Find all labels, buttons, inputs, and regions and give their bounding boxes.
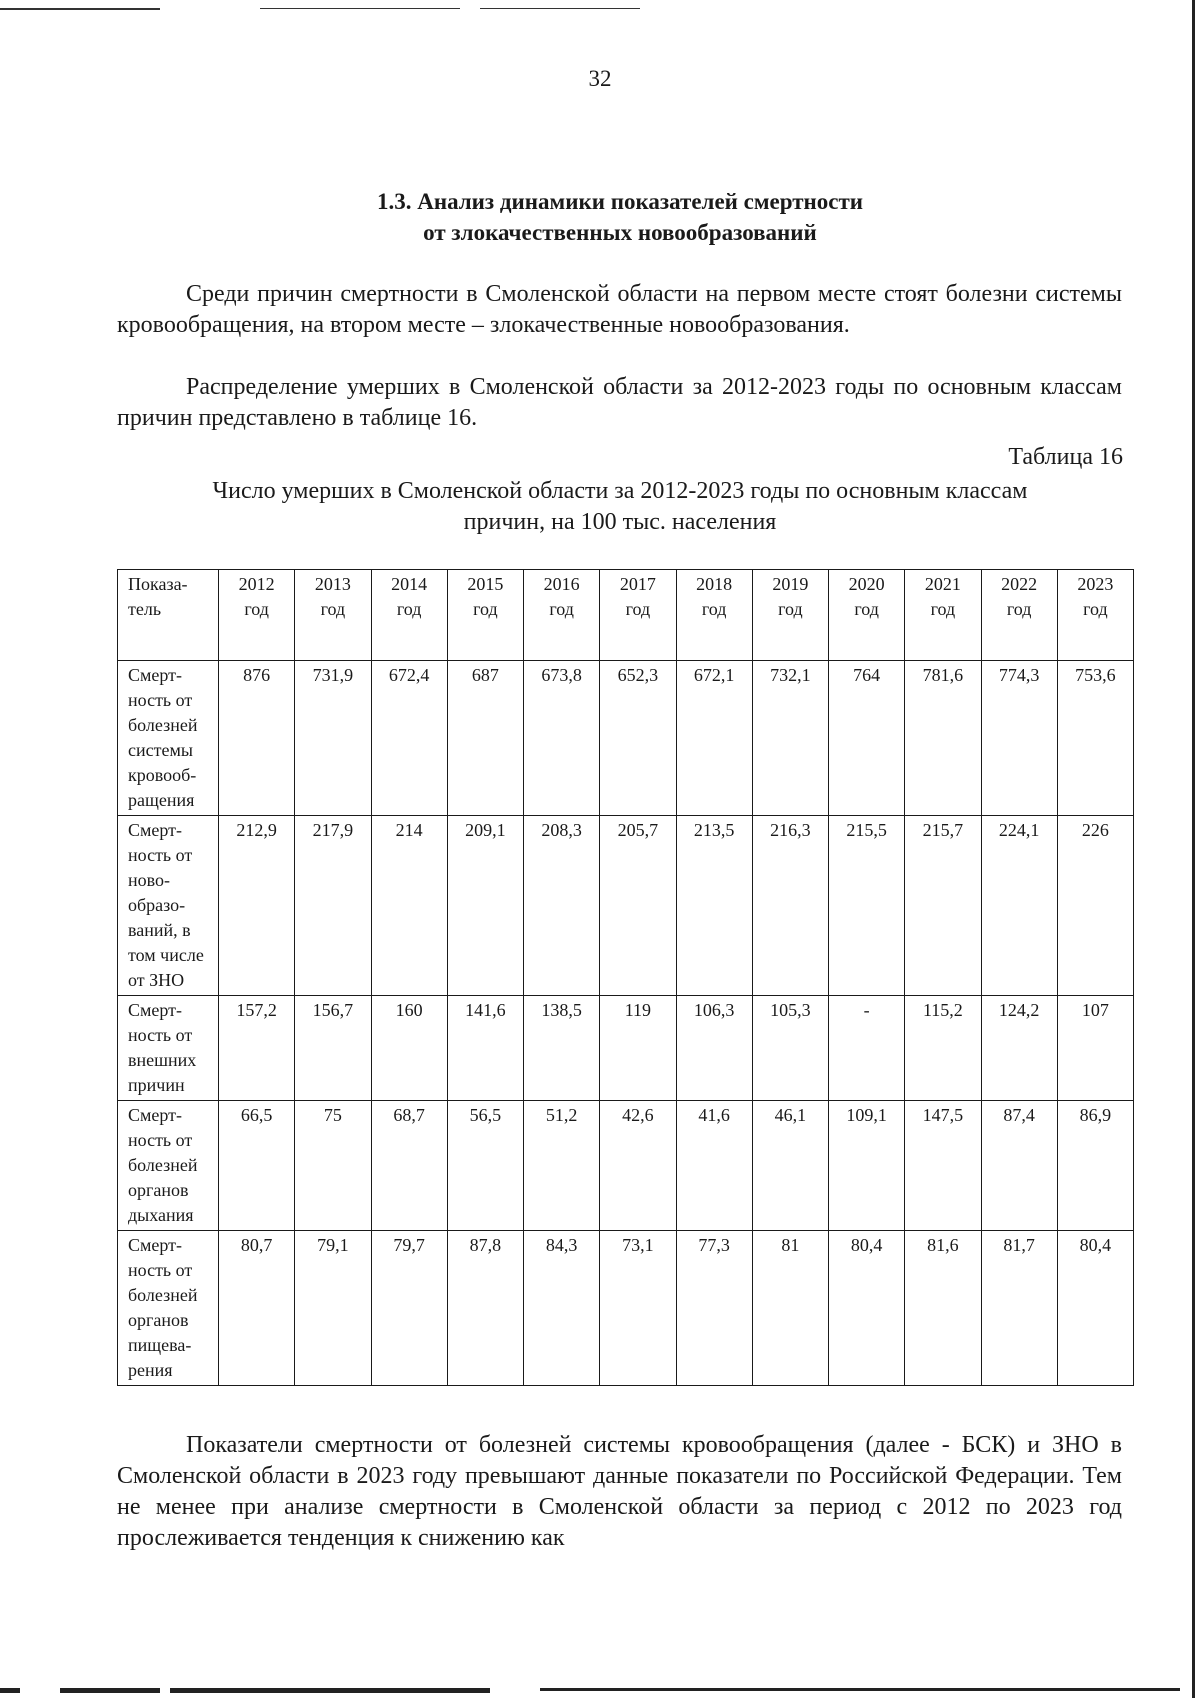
table-cell: 77,3 xyxy=(676,1231,752,1386)
table-cell: 156,7 xyxy=(295,996,371,1101)
table-label: Таблица 16 xyxy=(1008,444,1123,470)
table-cell: 73,1 xyxy=(600,1231,676,1386)
year-header-year: 2023 xyxy=(1077,574,1114,594)
table-cell: 124,2 xyxy=(981,996,1057,1101)
table-cell: 687 xyxy=(447,661,523,816)
year-header-year: 2017 xyxy=(619,574,656,594)
mortality-table xyxy=(117,569,1134,1386)
year-header-unit: год xyxy=(1006,599,1032,619)
table-cell: - xyxy=(829,996,905,1101)
year-header-year: 2016 xyxy=(543,574,580,594)
table-cell: 41,6 xyxy=(676,1101,752,1231)
row-label: Смерт-ность от болезней органов дыхания xyxy=(118,1101,219,1231)
table-cell: 215,7 xyxy=(905,816,981,996)
table-cell: 781,6 xyxy=(905,661,981,816)
year-header-unit: год xyxy=(1083,599,1108,619)
year-header-unit: год xyxy=(625,599,651,619)
scan-edge-right xyxy=(1192,0,1195,1698)
year-header xyxy=(1057,570,1133,661)
table-cell: 80,4 xyxy=(829,1231,905,1386)
table-cell: 753,6 xyxy=(1057,661,1133,816)
table-cell: 68,7 xyxy=(371,1101,447,1231)
table-cell: 79,1 xyxy=(295,1231,371,1386)
year-header-unit: год xyxy=(549,599,574,619)
table-cell: 42,6 xyxy=(600,1101,676,1231)
table-cell: 672,1 xyxy=(676,661,752,816)
table-cell: 731,9 xyxy=(295,661,371,816)
year-header xyxy=(752,570,828,661)
year-header xyxy=(600,570,676,661)
table-row xyxy=(118,996,1134,1101)
section-heading-line1: 1.3. Анализ динамики показателей смертности xyxy=(376,189,864,214)
year-header-year: 2022 xyxy=(1001,574,1038,594)
year-header xyxy=(829,570,905,661)
year-header-year: 2012 xyxy=(238,574,275,594)
table-caption xyxy=(130,476,1110,538)
table-cell: 147,5 xyxy=(905,1101,981,1231)
table-cell: 80,7 xyxy=(219,1231,295,1386)
table-row xyxy=(118,1101,1134,1231)
table-cell: 106,3 xyxy=(676,996,752,1101)
table-caption-line1: Число умерших в Смоленской области за 2012-2023 годы по основным классам xyxy=(212,478,1028,504)
table-cell: 876 xyxy=(219,661,295,816)
table-cell: 205,7 xyxy=(600,816,676,996)
scan-edge-top xyxy=(260,8,460,9)
scan-edge-top xyxy=(0,8,160,10)
table-cell: 56,5 xyxy=(447,1101,523,1231)
table-cell: 115,2 xyxy=(905,996,981,1101)
table-cell: 216,3 xyxy=(752,816,828,996)
table-cell: 774,3 xyxy=(981,661,1057,816)
table-cell: 81,7 xyxy=(981,1231,1057,1386)
table-cell: 107 xyxy=(1057,996,1133,1101)
year-header-unit: год xyxy=(320,599,346,619)
year-header-year: 2020 xyxy=(848,574,885,594)
table-cell: 157,2 xyxy=(219,996,295,1101)
corner-header: Показа-тель xyxy=(118,570,219,661)
table-cell: 105,3 xyxy=(752,996,828,1101)
scan-edge-bottom xyxy=(0,1688,1200,1693)
table-cell: 764 xyxy=(829,661,905,816)
table-cell: 209,1 xyxy=(447,816,523,996)
table-caption-line2: причин, на 100 тыс. населения xyxy=(463,509,777,535)
table-cell: 226 xyxy=(1057,816,1133,996)
year-header-unit: год xyxy=(396,599,422,619)
table-cell: 213,5 xyxy=(676,816,752,996)
year-header-year: 2014 xyxy=(391,574,428,594)
table-cell: 208,3 xyxy=(524,816,600,996)
year-header xyxy=(905,570,981,661)
table-cell: 141,6 xyxy=(447,996,523,1101)
year-header-year: 2018 xyxy=(696,574,733,594)
year-header xyxy=(371,570,447,661)
table-cell: 652,3 xyxy=(600,661,676,816)
year-header xyxy=(447,570,523,661)
table-cell: 109,1 xyxy=(829,1101,905,1231)
year-header xyxy=(524,570,600,661)
year-header-year: 2015 xyxy=(467,574,504,594)
year-header-unit: год xyxy=(778,599,803,619)
table-cell: 732,1 xyxy=(752,661,828,816)
table-cell: 215,5 xyxy=(829,816,905,996)
table-row xyxy=(118,1231,1134,1386)
year-header xyxy=(676,570,752,661)
table-cell: 66,5 xyxy=(219,1101,295,1231)
table-body xyxy=(118,661,1134,1386)
table-cell: 84,3 xyxy=(524,1231,600,1386)
table-cell: 214 xyxy=(371,816,447,996)
table-row xyxy=(118,816,1134,996)
year-header-unit: год xyxy=(244,599,269,619)
table-cell: 673,8 xyxy=(524,661,600,816)
year-header-unit: год xyxy=(930,599,956,619)
year-header xyxy=(981,570,1057,661)
section-heading xyxy=(120,186,1120,248)
row-label: Смерт-ность от внешних причин xyxy=(118,996,219,1101)
table-cell: 51,2 xyxy=(524,1101,600,1231)
table-cell: 81 xyxy=(752,1231,828,1386)
table-cell: 217,9 xyxy=(295,816,371,996)
year-header-year: 2019 xyxy=(772,574,809,594)
row-label: Смерт-ность от ново-образо-ваний, в том числе от ЗНО xyxy=(118,816,219,996)
table-row xyxy=(118,661,1134,816)
table-cell: 119 xyxy=(600,996,676,1101)
table-header-row xyxy=(118,570,1134,661)
table-cell: 87,8 xyxy=(447,1231,523,1386)
table-cell: 79,7 xyxy=(371,1231,447,1386)
scan-edge-top xyxy=(480,8,640,9)
row-label: Смерт-ность от болезней системы кровооб-ращения xyxy=(118,661,219,816)
year-header-unit: год xyxy=(473,599,498,619)
table-cell: 46,1 xyxy=(752,1101,828,1231)
table-cell: 160 xyxy=(371,996,447,1101)
year-header-unit: год xyxy=(701,599,727,619)
paragraph-intro: Среди причин смертности в Смоленской области на первом месте стоят болезни системы кровообращения, на втором месте – злокачественные новообразования. xyxy=(117,281,1122,338)
page-number: 32 xyxy=(588,66,612,91)
table-cell: 75 xyxy=(295,1101,371,1231)
table-cell: 86,9 xyxy=(1057,1101,1133,1231)
table-cell: 81,6 xyxy=(905,1231,981,1386)
table-cell: 212,9 xyxy=(219,816,295,996)
table-cell: 87,4 xyxy=(981,1101,1057,1231)
table-cell: 672,4 xyxy=(371,661,447,816)
year-header xyxy=(295,570,371,661)
paragraph-distribution: Распределение умерших в Смоленской области за 2012-2023 годы по основным классам причин представлено в таблице 16. xyxy=(117,374,1122,431)
table-cell: 138,5 xyxy=(524,996,600,1101)
year-header xyxy=(219,570,295,661)
year-header-year: 2013 xyxy=(314,574,351,594)
year-header-unit: год xyxy=(854,599,879,619)
year-header-year: 2021 xyxy=(924,574,961,594)
table-cell: 80,4 xyxy=(1057,1231,1133,1386)
paragraph-analysis: Показатели смертности от болезней системы кровообращения (далее - БСК) и ЗНО в Смоленской области в 2023 году превышают данные показатели по Российской Федерации. Тем не менее при анализе смертности в Смоленской области за период с 2012 по 2023 год прослеживается тенденция к снижению как xyxy=(117,1432,1122,1551)
row-label: Смерт-ность от болезней органов пищева-рения xyxy=(118,1231,219,1386)
section-heading-line2: от злокачественных новообразований xyxy=(423,220,817,245)
table-cell: 224,1 xyxy=(981,816,1057,996)
